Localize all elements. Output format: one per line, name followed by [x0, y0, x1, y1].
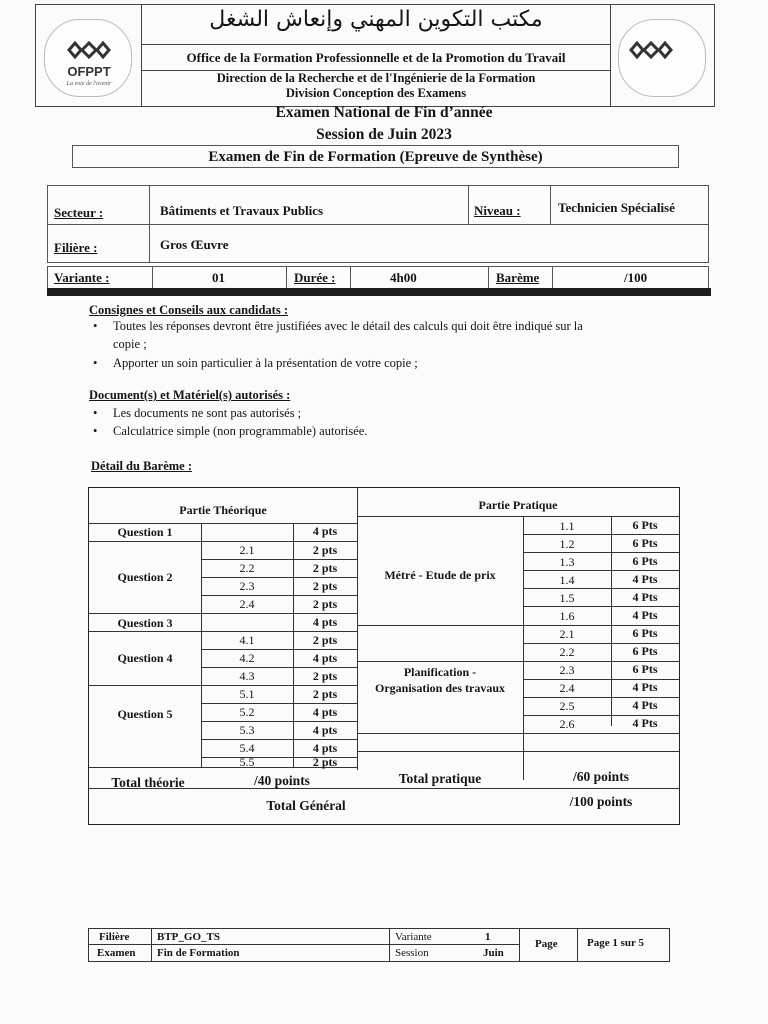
points-cell: 2 pts: [312, 543, 338, 557]
bareme-label: Barème: [496, 270, 540, 285]
practice-sub-cell: 2.2: [559, 645, 575, 659]
practice-sub-cell: 1.5: [559, 591, 575, 605]
footer-filiere-label: Filière: [99, 931, 130, 943]
total-theory-value: /40 points: [254, 773, 310, 788]
niveau-value: Technicien Spécialisé: [558, 200, 675, 215]
practice-points-cell: 4 Pts: [632, 698, 658, 712]
footer-examen-value: Fin de Formation: [157, 947, 240, 959]
document-item: • Calculatrice simple (non programmable) autorisée.: [93, 424, 368, 438]
subquestion-cell: 5.5: [239, 755, 255, 769]
points-cell: 2 pts: [312, 669, 338, 683]
exam-session: Session de Juin 2023: [316, 126, 452, 143]
practice-points-cell: 6 Pts: [632, 626, 658, 640]
points-cell: 4 pts: [312, 524, 338, 538]
footer-page-value: Page 1 sur 5: [587, 937, 644, 949]
points-cell: 2 pts: [312, 687, 338, 701]
points-cell: 2 pts: [312, 633, 338, 647]
practice-header: Partie Pratique: [478, 498, 558, 512]
documents-title: Document(s) et Matériel(s) autorisés :: [89, 388, 291, 402]
footer-examen-label: Examen: [97, 947, 136, 959]
consignes-title: Consignes et Conseils aux candidats :: [89, 303, 288, 317]
total-practice-label: Total pratique: [398, 771, 482, 786]
direction-line2: Division Conception des Examens: [285, 86, 467, 100]
points-cell: 2 pts: [312, 755, 338, 769]
document-item: • Les documents ne sont pas autorisés ;: [93, 406, 302, 420]
bareme-table: [88, 487, 680, 825]
divider-bar: [47, 288, 711, 296]
ofppt-logo-icon: [629, 40, 673, 60]
practice-points-cell: 6 Pts: [632, 644, 658, 658]
question-label: Question 2: [117, 570, 173, 584]
consigne-item-cont: copie ;: [113, 337, 147, 351]
points-cell: 4 pts: [312, 723, 338, 737]
points-cell: 4 pts: [312, 741, 338, 755]
logo-left: [36, 5, 142, 106]
subquestion-cell: 5.2: [239, 705, 255, 719]
bareme-value: /100: [624, 270, 648, 285]
practice-sub-cell: 2.6: [559, 717, 575, 731]
question-label: Question 4: [117, 651, 173, 665]
practice-group-metre: Métré - Etude de prix: [384, 568, 496, 582]
total-theory-label: Total théorie: [111, 775, 185, 790]
info-box: [47, 185, 709, 263]
direction-block: [142, 71, 610, 101]
logo-motto: La voie de l'avenir: [66, 81, 112, 87]
points-cell: 2 pts: [312, 561, 338, 575]
points-cell: 4 pts: [312, 705, 338, 719]
niveau-label: Niveau :: [474, 203, 521, 218]
points-cell: 2 pts: [312, 579, 338, 593]
subquestion-cell: 2.2: [239, 561, 255, 575]
points-cell: 2 pts: [312, 597, 338, 611]
subquestion-cell: 5.1: [239, 687, 255, 701]
duree-label: Durée :: [294, 270, 336, 285]
points-cell: 4 pts: [312, 651, 338, 665]
subquestion-cell: 2.1: [239, 543, 255, 557]
footer-variante-value: 1: [485, 931, 491, 943]
practice-points-cell: 4 Pts: [632, 572, 658, 586]
footer-box: [88, 928, 670, 962]
filiere-label: Filière :: [54, 240, 98, 255]
subquestion-cell: 5.3: [239, 723, 255, 737]
logo-text: OFPPT: [67, 64, 111, 79]
practice-group-planif-2: Organisation des travaux: [374, 681, 505, 695]
practice-points-cell: 4 Pts: [632, 716, 658, 730]
consigne-item: • Apporter un soin particulier à la présentation de votre copie ;: [93, 356, 418, 370]
bullet-icon: •: [93, 406, 98, 420]
subquestion-cell: 2.4: [239, 597, 255, 611]
question-label: Question 3: [117, 616, 173, 630]
filiere-value: Gros Œuvre: [160, 237, 229, 252]
practice-sub-cell: 1.2: [559, 537, 575, 551]
practice-sub-cell: 1.1: [559, 519, 575, 533]
footer-session-value: Juin: [483, 947, 504, 959]
practice-sub-cell: 2.3: [559, 663, 575, 677]
subquestion-cell: 4.2: [239, 651, 255, 665]
practice-points-cell: 4 Pts: [632, 608, 658, 622]
points-cell: 4 pts: [312, 615, 338, 629]
exam-subtitle: Examen de Fin de Formation (Epreuve de Synthèse): [72, 145, 679, 168]
practice-points-cell: 6 Pts: [632, 518, 658, 532]
footer-variante-label: Variante: [395, 931, 432, 943]
practice-sub-cell: 1.3: [559, 555, 575, 569]
bullet-icon: •: [93, 424, 98, 438]
variante-label: Variante :: [54, 270, 110, 285]
ofppt-logo-icon: [67, 40, 111, 60]
consigne-item: • Toutes les réponses devront être justifiées avec le détail des calculs qui doit être indiqué sur la: [93, 319, 583, 333]
subquestion-cell: 5.4: [239, 741, 255, 755]
practice-sub-cell: 2.1: [559, 627, 575, 641]
practice-sub-cell: 1.4: [559, 573, 575, 587]
exam-title: Examen National de Fin d’année: [275, 104, 493, 121]
question-label: Question 1: [117, 525, 173, 539]
practice-points-cell: 6 Pts: [632, 554, 658, 568]
bareme-title: Détail du Barème :: [91, 459, 193, 473]
practice-group-planif: Planification -: [403, 665, 477, 679]
subquestion-cell: 4.3: [239, 669, 255, 683]
logo-right: [610, 5, 714, 106]
practice-points-cell: 4 Pts: [632, 590, 658, 604]
arabic-title: مكتب التكوين المهني وإنعاش الشغل: [142, 7, 610, 45]
footer-filiere-value: BTP_GO_TS: [157, 931, 220, 943]
total-practice-value: /60 points: [573, 769, 629, 784]
footer-session-label: Session: [395, 947, 429, 959]
practice-points-cell: 4 Pts: [632, 680, 658, 694]
theory-header: Partie Théorique: [179, 503, 267, 517]
practice-sub-cell: 2.4: [559, 681, 575, 695]
bullet-icon: •: [93, 319, 98, 333]
practice-sub-cell: 1.6: [559, 609, 575, 623]
practice-points-cell: 6 Pts: [632, 536, 658, 550]
total-general-value: /100 points: [569, 794, 633, 809]
duree-value: 4h00: [390, 270, 417, 285]
subquestion-cell: 2.3: [239, 579, 255, 593]
direction-line1: Direction de la Recherche et de l'Ingénierie de la Formation: [216, 71, 536, 85]
office-name: Office de la Formation Professionnelle et de la Promotion du Travail: [142, 47, 610, 71]
practice-points-cell: 6 Pts: [632, 662, 658, 676]
variant-row: [47, 266, 709, 289]
subquestion-cell: 4.1: [239, 633, 255, 647]
practice-sub-cell: 2.5: [559, 699, 575, 713]
header-box: [35, 4, 715, 107]
secteur-label: Secteur :: [54, 205, 104, 220]
secteur-value: Bâtiments et Travaux Publics: [160, 203, 324, 218]
bullet-icon: •: [93, 356, 98, 370]
total-general-label: Total Général: [266, 798, 346, 813]
footer-page-label: Page: [535, 938, 558, 950]
variante-value: 01: [212, 270, 225, 285]
question-label: Question 5: [117, 707, 173, 721]
